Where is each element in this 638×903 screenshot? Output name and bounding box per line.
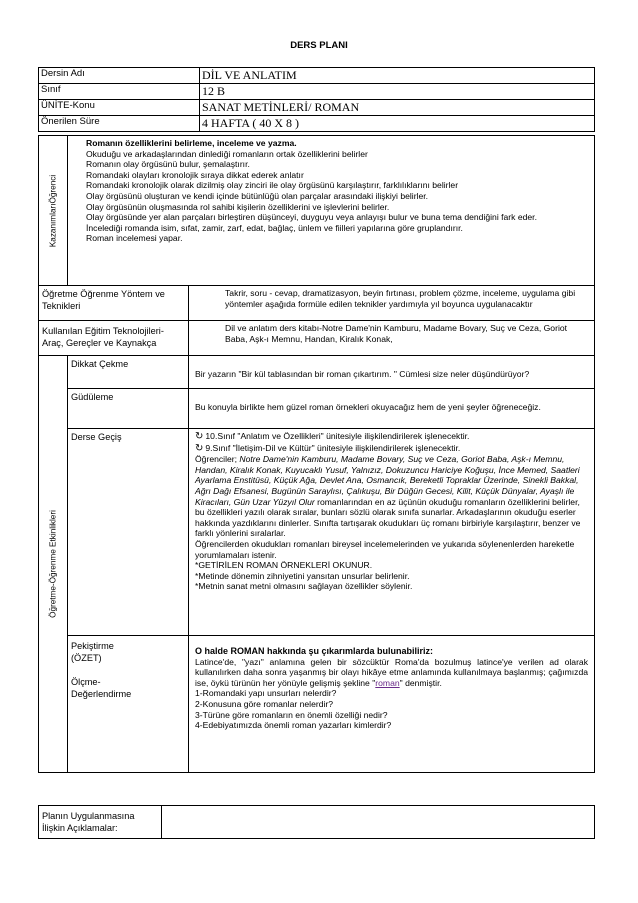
kazanim-line: Romandaki olayları kronolojik sıraya dikkat ederek anlatır <box>86 169 304 180</box>
page-title: DERS PLANI <box>290 40 348 51</box>
kazanim-line: Roman incelemesi yapar. <box>86 233 183 244</box>
label-onerilen-sure: Önerilen Süre <box>39 116 200 132</box>
araclar-label: Kullanılan Eğitim Teknolojileri-Araç, Gereçler ve Kaynakça <box>39 321 189 356</box>
label-unite-konu: ÜNİTE-Konu <box>39 100 200 116</box>
ogrenciler-prefix: Öğrenciler; <box>195 454 240 465</box>
question-item: 1-Romandaki yapı unsurları nelerdir? <box>195 688 337 699</box>
yontem-label: Öğretme Öğrenme Yöntem ve Teknikleri <box>39 286 189 321</box>
gecis-content <box>189 429 595 636</box>
pekistirme-heading: O halde ROMAN hakkında şu çıkarımlarda bulunabiliriz: <box>195 646 434 656</box>
kazanim-line: Romandaki kronolojik olarak dizilmiş olay zinciri ile olay örgüsünü karşılaştırır, farklılıklarını belirler <box>86 180 459 191</box>
pekistirme-paragraph: Latince'de, "yazı" anlamına gelen bir sözcüktür Roma'da bozulmuş latince'ye verilen ad olarak kullanılırken daha sonra yaşanmış bir olayı hikâye etme anlamında kullanılmaya başlanmış; çağımızda ise, öykü türünün her yönüyle gelişmiş şekline "roman" denmiştir. <box>195 656 589 688</box>
label-sinif: Sınıf <box>39 84 200 100</box>
kazanimlar-content <box>68 136 595 286</box>
aciklamalar-value <box>162 806 595 839</box>
kazanim-line: Olay örgüsünü oluşturan ve kendi içinde bütünlüğü olan parçalar arasındaki ilişkiyi belirler. <box>86 190 429 201</box>
gecis-para-2: Öğrencilerden okudukları romanları bireysel incelemelerinden ve yukarıda söylenenlerden hareketle yorumlamaları istenir. <box>195 538 575 560</box>
value-onerilen-sure: 4 HAFTA ( 40 X 8 ) <box>200 116 595 132</box>
kazanim-line: İncelediği romanda isim, sıfat, zamir, zarf, edat, bağlaç, ünlem ve fiilleri yapılarına göre gruplandırır. <box>86 222 463 233</box>
gecis-item-2: 9.Sınıf "İletişim-Dil ve Kültür" ünitesiyle ilişkilendirilerek işlenecektir. <box>205 442 461 453</box>
question-item: 2-Konusuna göre romanlar nelerdir? <box>195 698 334 709</box>
gecis-rest: romanlarından en az üçünün okuduğu romanların özelliklerini belirler, bu özellikleri yazılı olarak sıralar, bunları sözlü olarak sınıfa sunarlar. Arkadaşlarının okuduğu eserler hakkında yazdıklarını dinlerler. Sınıfta tartışarak okudukları üç romanı birbiriyle karşılaştırır, benzer ve farklı yönlerini sıralarlar. <box>195 496 581 539</box>
pekistirme-content <box>189 636 595 773</box>
pekistirme-label-2: (ÖZET) <box>71 653 102 663</box>
refresh-icon: ↻ <box>195 442 204 454</box>
question-item: 3-Türüne göre romanların en önemli özelliği nedir? <box>195 709 388 720</box>
plan-table <box>38 135 595 773</box>
araclar-value: Dil ve anlatım ders kitabı-Notre Dame'nin Kamburu, Madame Bovary, Suç ve Ceza, Goriot Baba, Aşk-ı Memnu, Handan, Kiralık Konak, <box>189 321 595 356</box>
novel-list: Notre Dame'nin Kamburu, Madame Bovary, Suç ve Ceza, Goriot Baba, Aşk-ı Memnu, Handan, Kiralık Konak, Kuyucaklı Yusuf, Yalnızız, Dokuzuncu Hariciye Koğuşu, İnce Memed, Saatleri Ayarlama Enstitüsü, Küçük Ağa, Devlet Ana, Osmancık, Bereketli Topraklar Üzerinde, Sinekli Bakkal, Ağrı Dağı Efsanesi, Bugünün Saraylısı, Çalıkuşu, Bir Düğün Gecesi, Kilit, Küçük Dünyalar, Ayaşlı ile Kiracıları, Gün Uzar Yüzyıl Olur <box>195 454 580 507</box>
dikkat-label: Dikkat Çekme <box>68 356 189 389</box>
gudüleme-value: Bu konuyla birlikte hem güzel roman örnekleri okuyacağız hem de yeni şeyler öğreneceğiz. <box>189 389 595 429</box>
yontem-value: Takrir, soru - cevap, dramatizasyon, beyin fırtınası, problem çözme, inceleme, uygulama gibi yöntemler aşağıda formüle edilen teknikler yardımıyla yıl boyunca uygulanacaktır <box>189 286 595 321</box>
kazanim-line: Romanın olay örgüsünü bulur, şemalaştırır. <box>86 159 250 170</box>
kazanim-line: Okuduğu ve arkadaşlarından dinlediği romanların ortak özelliklerini belirler <box>86 148 368 159</box>
pekistirme-label <box>68 636 189 773</box>
olcme-label-2: Değerlendirme <box>71 689 132 699</box>
gecis-label: Derse Geçiş <box>68 429 189 636</box>
etkinlikler-side-label: Öğretme-Öğrenme Etkinlikleri <box>39 356 68 773</box>
gecis-line-5: *Metnin sanat metni olmasını sağlayan özellikler söylenir. <box>195 581 413 592</box>
gudüleme-label: Güdüleme <box>68 389 189 429</box>
dikkat-value: Bir yazarın "Bir kül tablasından bir roman çıkartırım. " Cümlesi size neler düşündürüyor? <box>189 356 595 389</box>
question-item: 4-Edebiyatımızda önemli roman yazarları kimlerdir? <box>195 720 392 731</box>
kazanim-line: Olay örgüsünün oluşmasında rol sahibi kişilerin özelliklerini ve işlevlerini belirler. <box>86 201 390 212</box>
aciklamalar-label: Planın Uygulanmasına İlişkin Açıklamalar: <box>39 806 162 839</box>
olcme-label-1: Ölçme- <box>71 677 101 687</box>
kazanim-line: Romanın özelliklerini belirleme, inceleme ve yazma. <box>86 138 297 148</box>
refresh-icon: ↻ <box>195 431 204 442</box>
value-dersin-adi: DİL VE ANLATIM <box>200 68 595 84</box>
roman-link[interactable]: roman <box>375 677 400 688</box>
kazanimlar-side-label: KazanımlarıÖğrenci <box>39 136 68 286</box>
gecis-line-3: *GETİRİLEN ROMAN ÖRNEKLERİ OKUNUR. <box>195 560 373 571</box>
label-dersin-adi: Dersin Adı <box>39 68 200 84</box>
value-unite-konu: SANAT METİNLERİ/ ROMAN <box>200 100 595 116</box>
value-sinif: 12 B <box>200 84 595 100</box>
aciklamalar-table <box>38 805 595 839</box>
gecis-item-1: 10.Sınıf "Anlatım ve Özellikleri" ünitesiyle ilişkilendirilerek işlenecektir. <box>205 431 470 441</box>
kazanim-line: Olay örgüsünde yer alan parçaları birleştiren düşünceyi, duyguyu veya anlayışı bulur ve buna tema dendiğini fark eder. <box>86 212 537 223</box>
header-table <box>38 67 595 132</box>
pekistirme-label-1: Pekiştirme <box>71 641 114 651</box>
gecis-line-4: *Metinde dönemin zihniyetini yansıtan unsurlar belirlenir. <box>195 570 410 581</box>
